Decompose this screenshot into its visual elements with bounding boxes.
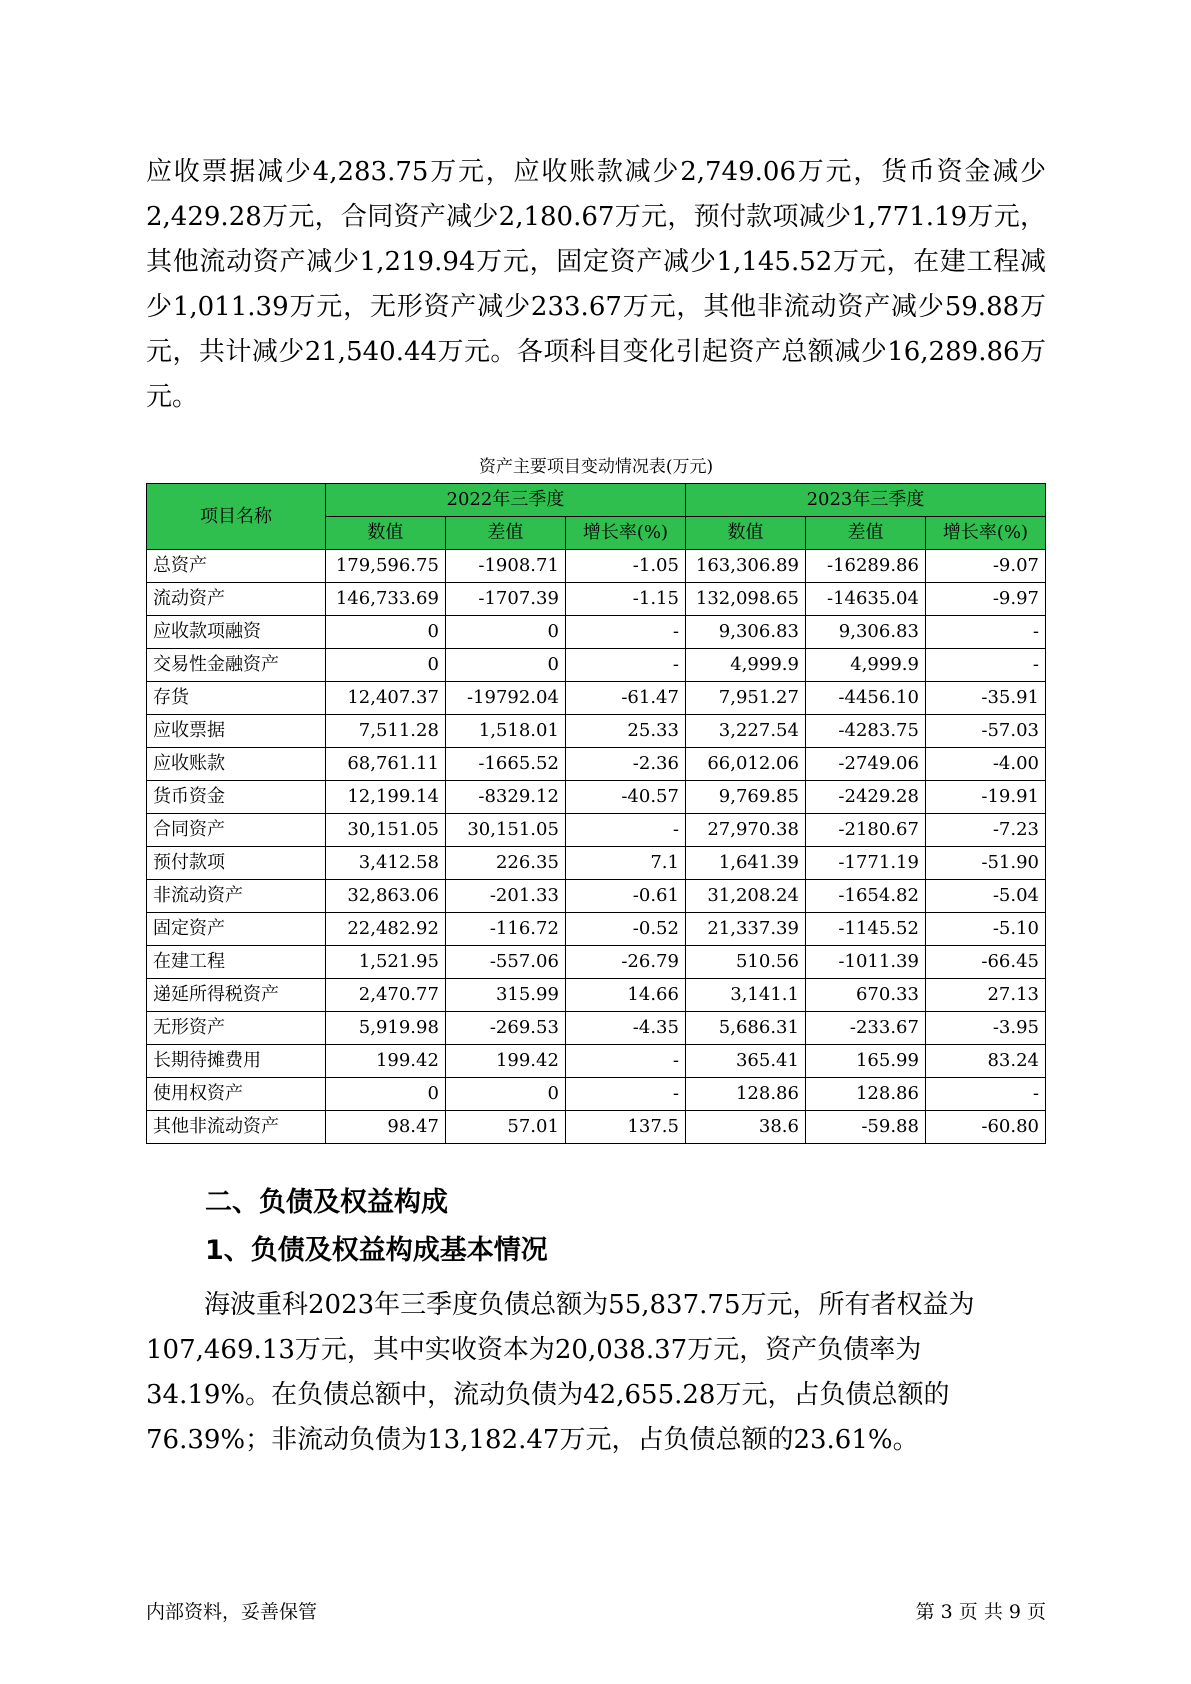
row-cell-v2: 3,141.1	[685, 979, 805, 1012]
body-paragraph-liabilities	[146, 1283, 1046, 1463]
row-cell-v2: 31,208.24	[685, 880, 805, 913]
row-cell-d1: -557.06	[445, 946, 565, 979]
row-cell-d1: 199.42	[445, 1045, 565, 1078]
row-cell-d1: 0	[445, 1078, 565, 1111]
row-cell-g2: -5.04	[925, 880, 1045, 913]
row-cell-g1: -	[565, 649, 685, 682]
row-cell-d2: 9,306.83	[805, 616, 925, 649]
row-cell-g2: -9.97	[925, 583, 1045, 616]
table-body	[147, 550, 1046, 1144]
table-row	[147, 583, 1046, 616]
row-cell-g1: -2.36	[565, 748, 685, 781]
row-cell-v2: 4,999.9	[685, 649, 805, 682]
row-cell-d2: -1771.19	[805, 847, 925, 880]
row-cell-v1: 32,863.06	[325, 880, 445, 913]
row-cell-d2: -14635.04	[805, 583, 925, 616]
row-cell-v2: 1,641.39	[685, 847, 805, 880]
row-cell-v1: 30,151.05	[325, 814, 445, 847]
row-cell-v1: 0	[325, 649, 445, 682]
row-cell-g1: -61.47	[565, 682, 685, 715]
row-cell-g2: -7.23	[925, 814, 1045, 847]
row-cell-v2: 3,227.54	[685, 715, 805, 748]
header-growth: 增长率(%)	[925, 517, 1045, 550]
row-item-name: 应收款项融资	[147, 616, 326, 649]
row-item-name: 递延所得税资产	[147, 979, 326, 1012]
row-cell-d1: -1908.71	[445, 550, 565, 583]
row-cell-g1: -	[565, 1078, 685, 1111]
row-cell-d1: -269.53	[445, 1012, 565, 1045]
row-cell-g2: 27.13	[925, 979, 1045, 1012]
row-cell-v1: 179,596.75	[325, 550, 445, 583]
table-row	[147, 715, 1046, 748]
row-item-name: 在建工程	[147, 946, 326, 979]
row-cell-d1: -1665.52	[445, 748, 565, 781]
row-item-name: 应收账款	[147, 748, 326, 781]
row-cell-d2: -4456.10	[805, 682, 925, 715]
row-cell-d2: -1654.82	[805, 880, 925, 913]
row-cell-d1: -1707.39	[445, 583, 565, 616]
row-cell-g1: -1.15	[565, 583, 685, 616]
table-row	[147, 1078, 1046, 1111]
row-cell-v2: 27,970.38	[685, 814, 805, 847]
row-cell-v2: 5,686.31	[685, 1012, 805, 1045]
row-cell-g1: -26.79	[565, 946, 685, 979]
row-cell-v2: 9,306.83	[685, 616, 805, 649]
row-cell-g1: -	[565, 814, 685, 847]
row-item-name: 固定资产	[147, 913, 326, 946]
row-cell-d2: -16289.86	[805, 550, 925, 583]
row-cell-g2: -19.91	[925, 781, 1045, 814]
table-row	[147, 550, 1046, 583]
row-cell-v2: 132,098.65	[685, 583, 805, 616]
row-item-name: 货币资金	[147, 781, 326, 814]
row-cell-g1: -	[565, 616, 685, 649]
row-cell-v1: 12,199.14	[325, 781, 445, 814]
row-cell-v1: 5,919.98	[325, 1012, 445, 1045]
row-cell-g1: -	[565, 1045, 685, 1078]
row-cell-g1: -0.52	[565, 913, 685, 946]
row-cell-d1: 0	[445, 616, 565, 649]
row-item-name: 合同资产	[147, 814, 326, 847]
row-cell-d2: 165.99	[805, 1045, 925, 1078]
header-period-2023: 2023年三季度	[685, 484, 1045, 517]
table-row	[147, 814, 1046, 847]
row-cell-v1: 68,761.11	[325, 748, 445, 781]
asset-change-table	[146, 483, 1046, 1144]
row-cell-g1: 137.5	[565, 1111, 685, 1144]
row-cell-v1: 98.47	[325, 1111, 445, 1144]
row-cell-v1: 146,733.69	[325, 583, 445, 616]
row-item-name: 非流动资产	[147, 880, 326, 913]
table-row	[147, 748, 1046, 781]
row-cell-g2: -9.07	[925, 550, 1045, 583]
row-cell-d1: 226.35	[445, 847, 565, 880]
row-cell-v2: 365.41	[685, 1045, 805, 1078]
row-cell-g1: -0.61	[565, 880, 685, 913]
table-row	[147, 781, 1046, 814]
header-item-name: 项目名称	[147, 484, 326, 550]
row-cell-v2: 9,769.85	[685, 781, 805, 814]
footer-note: 内部资料，妥善保管	[146, 1601, 318, 1623]
row-item-name: 交易性金融资产	[147, 649, 326, 682]
row-cell-d2: -1011.39	[805, 946, 925, 979]
section-heading: 二、负债及权益构成	[205, 1187, 448, 1218]
row-cell-g2: -3.95	[925, 1012, 1045, 1045]
row-cell-g2: -66.45	[925, 946, 1045, 979]
table-row	[147, 682, 1046, 715]
row-cell-g2: -4.00	[925, 748, 1045, 781]
row-cell-g2: -35.91	[925, 682, 1045, 715]
row-cell-g1: -40.57	[565, 781, 685, 814]
row-cell-d1: 30,151.05	[445, 814, 565, 847]
row-item-name: 使用权资产	[147, 1078, 326, 1111]
row-cell-d1: 0	[445, 649, 565, 682]
table-row	[147, 880, 1046, 913]
row-cell-v1: 22,482.92	[325, 913, 445, 946]
table-row	[147, 979, 1046, 1012]
table-row	[147, 1045, 1046, 1078]
row-cell-g1: 14.66	[565, 979, 685, 1012]
row-cell-d2: -59.88	[805, 1111, 925, 1144]
table-caption: 资产主要项目变动情况表(万元)	[478, 457, 714, 477]
row-cell-d2: 128.86	[805, 1078, 925, 1111]
row-cell-d1: 1,518.01	[445, 715, 565, 748]
row-cell-v2: 163,306.89	[685, 550, 805, 583]
row-cell-v2: 66,012.06	[685, 748, 805, 781]
row-item-name: 总资产	[147, 550, 326, 583]
row-cell-d2: -2429.28	[805, 781, 925, 814]
row-cell-d2: -4283.75	[805, 715, 925, 748]
row-cell-d2: 670.33	[805, 979, 925, 1012]
row-cell-g2: -	[925, 616, 1045, 649]
table-row	[147, 1111, 1046, 1144]
row-cell-v1: 1,521.95	[325, 946, 445, 979]
row-item-name: 流动资产	[147, 583, 326, 616]
header-diff: 差值	[805, 517, 925, 550]
row-cell-v1: 12,407.37	[325, 682, 445, 715]
row-item-name: 其他非流动资产	[147, 1111, 326, 1144]
row-cell-d1: 57.01	[445, 1111, 565, 1144]
table-row	[147, 946, 1046, 979]
header-value: 数值	[325, 517, 445, 550]
row-cell-v2: 510.56	[685, 946, 805, 979]
row-cell-d1: -116.72	[445, 913, 565, 946]
header-period-2022: 2022年三季度	[325, 484, 685, 517]
row-cell-v1: 0	[325, 1078, 445, 1111]
row-cell-d2: 4,999.9	[805, 649, 925, 682]
row-cell-g1: -1.05	[565, 550, 685, 583]
row-item-name: 预付款项	[147, 847, 326, 880]
row-cell-g2: -5.10	[925, 913, 1045, 946]
header-diff: 差值	[445, 517, 565, 550]
table-row	[147, 649, 1046, 682]
row-cell-g2: -51.90	[925, 847, 1045, 880]
row-cell-v2: 128.86	[685, 1078, 805, 1111]
table-row	[147, 1012, 1046, 1045]
row-cell-d2: -233.67	[805, 1012, 925, 1045]
row-cell-v1: 3,412.58	[325, 847, 445, 880]
sub-heading: 1、负债及权益构成基本情况	[205, 1235, 548, 1266]
table-row	[147, 616, 1046, 649]
row-item-name: 长期待摊费用	[147, 1045, 326, 1078]
table-header-row	[147, 484, 1046, 517]
row-cell-v1: 7,511.28	[325, 715, 445, 748]
row-cell-g2: -	[925, 649, 1045, 682]
row-cell-d2: -1145.52	[805, 913, 925, 946]
row-cell-v1: 2,470.77	[325, 979, 445, 1012]
page-number: 第 3 页 共 9 页	[915, 1601, 1046, 1623]
row-cell-g2: 83.24	[925, 1045, 1045, 1078]
row-cell-g1: 25.33	[565, 715, 685, 748]
row-cell-d1: -19792.04	[445, 682, 565, 715]
row-cell-v2: 38.6	[685, 1111, 805, 1144]
table-row	[147, 847, 1046, 880]
row-cell-v2: 7,951.27	[685, 682, 805, 715]
header-growth: 增长率(%)	[565, 517, 685, 550]
row-cell-d1: -8329.12	[445, 781, 565, 814]
table-row	[147, 913, 1046, 946]
row-cell-g1: -4.35	[565, 1012, 685, 1045]
row-cell-g2: -57.03	[925, 715, 1045, 748]
row-item-name: 应收票据	[147, 715, 326, 748]
row-cell-v1: 0	[325, 616, 445, 649]
row-cell-d2: -2749.06	[805, 748, 925, 781]
row-cell-g1: 7.1	[565, 847, 685, 880]
row-cell-v1: 199.42	[325, 1045, 445, 1078]
paragraph-text: 海波重科2023年三季度负债总额为55,837.75万元，所有者权益为107,469.13万元，其中实收资本为20,038.37万元，资产负债率为34.19%。在负债总额中，流动负债为42,655.28万元，占负债总额的76.39%；非流动负债为13,182.47万元，占负债总额的23.61%。	[146, 1290, 975, 1455]
row-item-name: 无形资产	[147, 1012, 326, 1045]
header-value: 数值	[685, 517, 805, 550]
row-cell-d1: 315.99	[445, 979, 565, 1012]
row-cell-d1: -201.33	[445, 880, 565, 913]
row-cell-g2: -	[925, 1078, 1045, 1111]
body-paragraph-assets: 应收票据减少4,283.75万元，应收账款减少2,749.06万元，货币资金减少2,429.28万元，合同资产减少2,180.67万元，预付款项减少1,771.19万元，其他流动资产减少1,219.94万元，固定资产减少1,145.52万元，在建工程减少1,011.39万元，无形资产减少233.67万元，其他非流动资产减少59.88万元，共计减少21,540.44万元。各项科目变化引起资产总额减少16,289.86万元。	[146, 157, 1046, 412]
row-cell-d2: -2180.67	[805, 814, 925, 847]
row-cell-v2: 21,337.39	[685, 913, 805, 946]
row-cell-g2: -60.80	[925, 1111, 1045, 1144]
row-item-name: 存货	[147, 682, 326, 715]
